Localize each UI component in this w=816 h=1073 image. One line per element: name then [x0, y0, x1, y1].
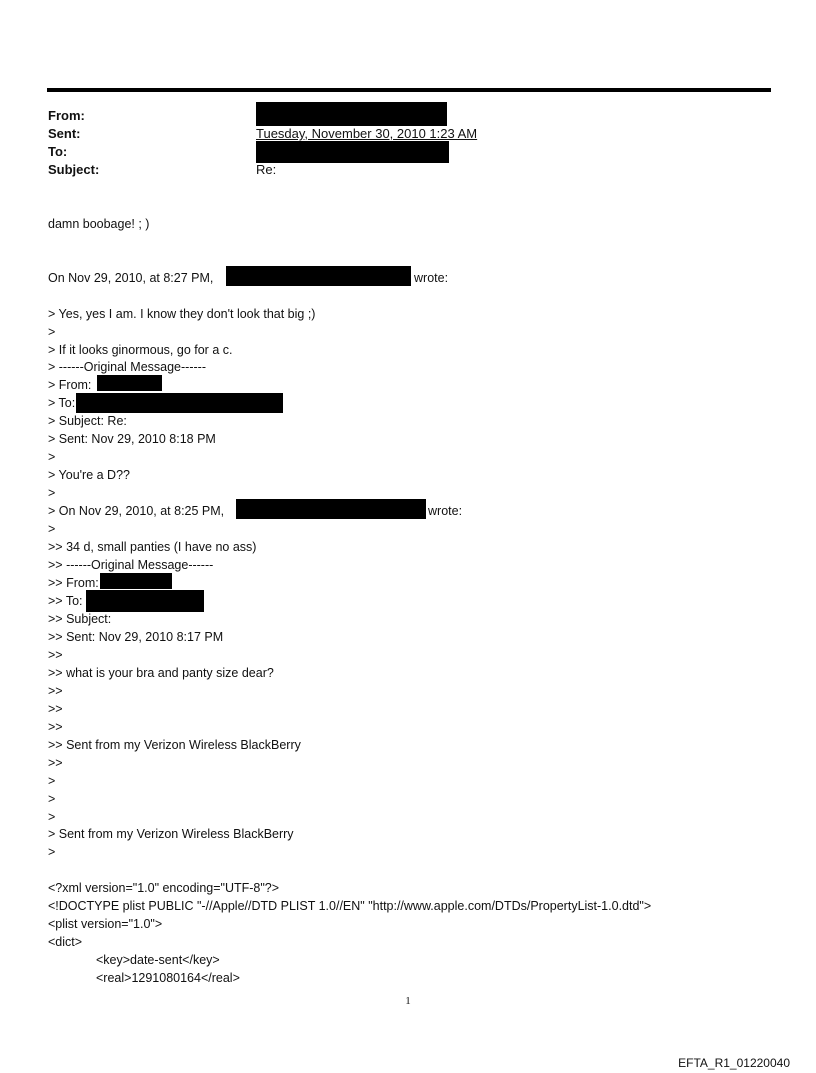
quote-line: > — [48, 522, 56, 536]
redaction-to — [256, 141, 449, 163]
quote-line: >> Sent: Nov 29, 2010 8:17 PM — [48, 630, 224, 644]
quote-line: > Yes, yes I am. I know they don't look that big ;) — [48, 307, 316, 321]
document-id: EFTA_R1_01220040 — [678, 1056, 790, 1070]
quote-intro-suffix: wrote: — [414, 271, 449, 285]
xml-line: <dict> — [48, 935, 83, 949]
quote-line: >> Sent from my Verizon Wireless BlackBerry — [48, 738, 301, 752]
redaction-to-3 — [86, 590, 204, 612]
to-label: To: — [48, 144, 68, 159]
xml-line: <real>1291080164</real> — [96, 971, 240, 985]
quote-line: >> — [48, 702, 63, 716]
quote-line: > — [48, 325, 56, 339]
redaction-to-2 — [76, 393, 283, 413]
quote-line-suffix: wrote: — [428, 504, 463, 518]
quote-line: > From: — [48, 378, 92, 392]
quote-line: > — [48, 486, 56, 500]
sent-label: Sent: — [48, 126, 81, 141]
quote-line-prefix: > On Nov 29, 2010, at 8:25 PM, — [48, 504, 225, 518]
quote-line: > Subject: Re: — [48, 414, 127, 428]
subject-label: Subject: — [48, 162, 100, 177]
xml-line: <!DOCTYPE plist PUBLIC "-//Apple//DTD PLIST 1.0//EN" "http://www.apple.com/DTDs/PropertyList-1.0.dtd"> — [48, 899, 652, 913]
quote-line: >> what is your bra and panty size dear? — [48, 666, 274, 680]
quote-line: >> From: — [48, 576, 99, 590]
quote-line: >> — [48, 684, 63, 698]
quote-line: > — [48, 845, 56, 859]
xml-line: <?xml version="1.0" encoding="UTF-8"?> — [48, 881, 280, 895]
quote-line: >> — [48, 720, 63, 734]
quote-line: > — [48, 810, 56, 824]
xml-line: <key>date-sent</key> — [96, 953, 220, 967]
redaction-from-3 — [100, 573, 172, 589]
quote-line: > ------Original Message------ — [48, 360, 206, 374]
quote-line: >> 34 d, small panties (I have no ass) — [48, 540, 257, 554]
quote-line: > — [48, 774, 56, 788]
quote-line: > You're a D?? — [48, 468, 130, 482]
quote-line: > Sent from my Verizon Wireless BlackBerry — [48, 827, 294, 841]
quote-line: > — [48, 792, 56, 806]
redaction-from — [256, 102, 447, 126]
sent-value: Tuesday, November 30, 2010 1:23 AM — [256, 126, 478, 141]
header-rule — [47, 88, 771, 92]
quote-line: >> To: — [48, 594, 83, 608]
from-label: From: — [48, 108, 85, 123]
greeting-line: damn boobage! ; ) — [48, 217, 150, 231]
redaction-sender-2 — [236, 499, 426, 519]
quote-line: > To: — [48, 396, 76, 410]
quote-line: > If it looks ginormous, go for a c. — [48, 343, 233, 357]
subject-value: Re: — [256, 162, 277, 177]
xml-line: <plist version="1.0"> — [48, 917, 163, 931]
quote-line: >> — [48, 756, 63, 770]
quote-line: >> — [48, 648, 63, 662]
redaction-from-2 — [97, 375, 162, 391]
quote-intro-prefix: On Nov 29, 2010, at 8:27 PM, — [48, 271, 214, 285]
page-number: 1 — [405, 995, 411, 1007]
quote-line: > Sent: Nov 29, 2010 8:18 PM — [48, 432, 216, 446]
quote-line: >> Subject: — [48, 612, 112, 626]
quote-line: >> ------Original Message------ — [48, 558, 214, 572]
redaction-sender-1 — [226, 266, 411, 286]
quote-line: > — [48, 450, 56, 464]
